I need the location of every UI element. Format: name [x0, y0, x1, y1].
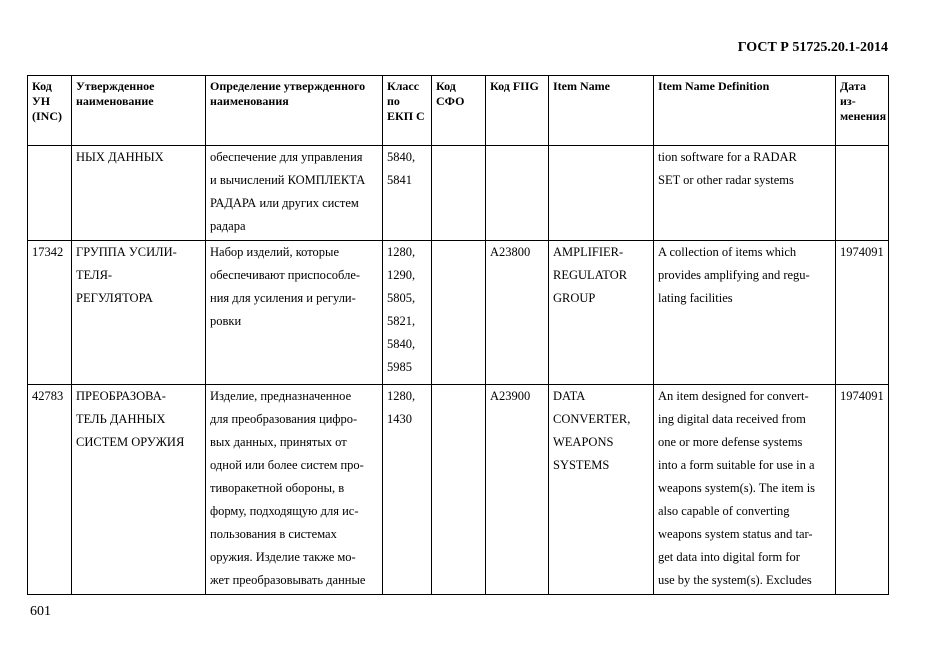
cell-class: 5840, 5841	[383, 146, 432, 241]
column-header-class: Класс по ЕКП С	[383, 76, 432, 146]
table-header-row	[28, 76, 889, 146]
cell-item-name: DATA CONVERTER, WEAPONS SYSTEMS	[549, 385, 654, 595]
cell-item-name-definition: An item designed for convert- ing digital data received from one or more defense systems into a form suitable for use in a weapons system(s). The item is also capable of converting weapons system status and tar- get data into digital form for use by the system(s). Excludes	[654, 385, 836, 595]
cell-inc: 42783	[28, 385, 72, 595]
cell-definition: Набор изделий, которые обеспечивают приспособле- ния для усиления и регули- ровки	[206, 241, 383, 385]
cell-sfo	[432, 241, 486, 385]
table-row	[28, 385, 889, 595]
cell-class: 1280, 1290, 5805, 5821, 5840, 5985	[383, 241, 432, 385]
cell-fiig	[486, 146, 549, 241]
column-header-item-name: Item Name	[549, 76, 654, 146]
cell-item-name-definition: A collection of items which provides amplifying and regu- lating facilities	[654, 241, 836, 385]
cell-change-date	[836, 146, 889, 241]
table-row	[28, 146, 889, 241]
table-row	[28, 241, 889, 385]
cell-definition: обеспечение для управления и вычислений КОМПЛЕКТА РАДАРА или других систем радара	[206, 146, 383, 241]
standard-title: ГОСТ Р 51725.20.1-2014	[737, 40, 888, 55]
cell-fiig: A23900	[486, 385, 549, 595]
cell-fiig: A23800	[486, 241, 549, 385]
page-number: 601	[30, 604, 51, 619]
column-header-definition: Определение утвержденного наименования	[206, 76, 383, 146]
cell-item-name-definition: tion software for a RADAR SET or other radar systems	[654, 146, 836, 241]
column-header-item-name-definition: Item Name Definition	[654, 76, 836, 146]
column-header-sfo: Код СФО	[432, 76, 486, 146]
cell-approved-name: ГРУППА УСИЛИ- ТЕЛЯ- РЕГУЛЯТОРА	[72, 241, 206, 385]
cell-approved-name: ПРЕОБРАЗОВА- ТЕЛЬ ДАННЫХ СИСТЕМ ОРУЖИЯ	[72, 385, 206, 595]
column-header-approved-name: Утвержденное наименование	[72, 76, 206, 146]
cell-definition: Изделие, предназначенное для преобразования цифро- вых данных, принятых от одной или более систем про- тиворакетной обороны, в форму, подходящую для ис- пользования в системах оружия. Изделие также мо- жет преобразовывать данные	[206, 385, 383, 595]
cell-sfo	[432, 385, 486, 595]
cell-change-date: 1974091	[836, 385, 889, 595]
cell-inc: 17342	[28, 241, 72, 385]
column-header-fiig: Код FIIG	[486, 76, 549, 146]
registry-table	[27, 75, 889, 595]
cell-approved-name: НЫХ ДАННЫХ	[72, 146, 206, 241]
cell-item-name	[549, 146, 654, 241]
cell-sfo	[432, 146, 486, 241]
column-header-change-date: Дата из-менения	[836, 76, 889, 146]
column-header-inc: Код УН (INC)	[28, 76, 72, 146]
cell-inc	[28, 146, 72, 241]
cell-class: 1280, 1430	[383, 385, 432, 595]
cell-change-date: 1974091	[836, 241, 889, 385]
cell-item-name: AMPLIFIER- REGULATOR GROUP	[549, 241, 654, 385]
